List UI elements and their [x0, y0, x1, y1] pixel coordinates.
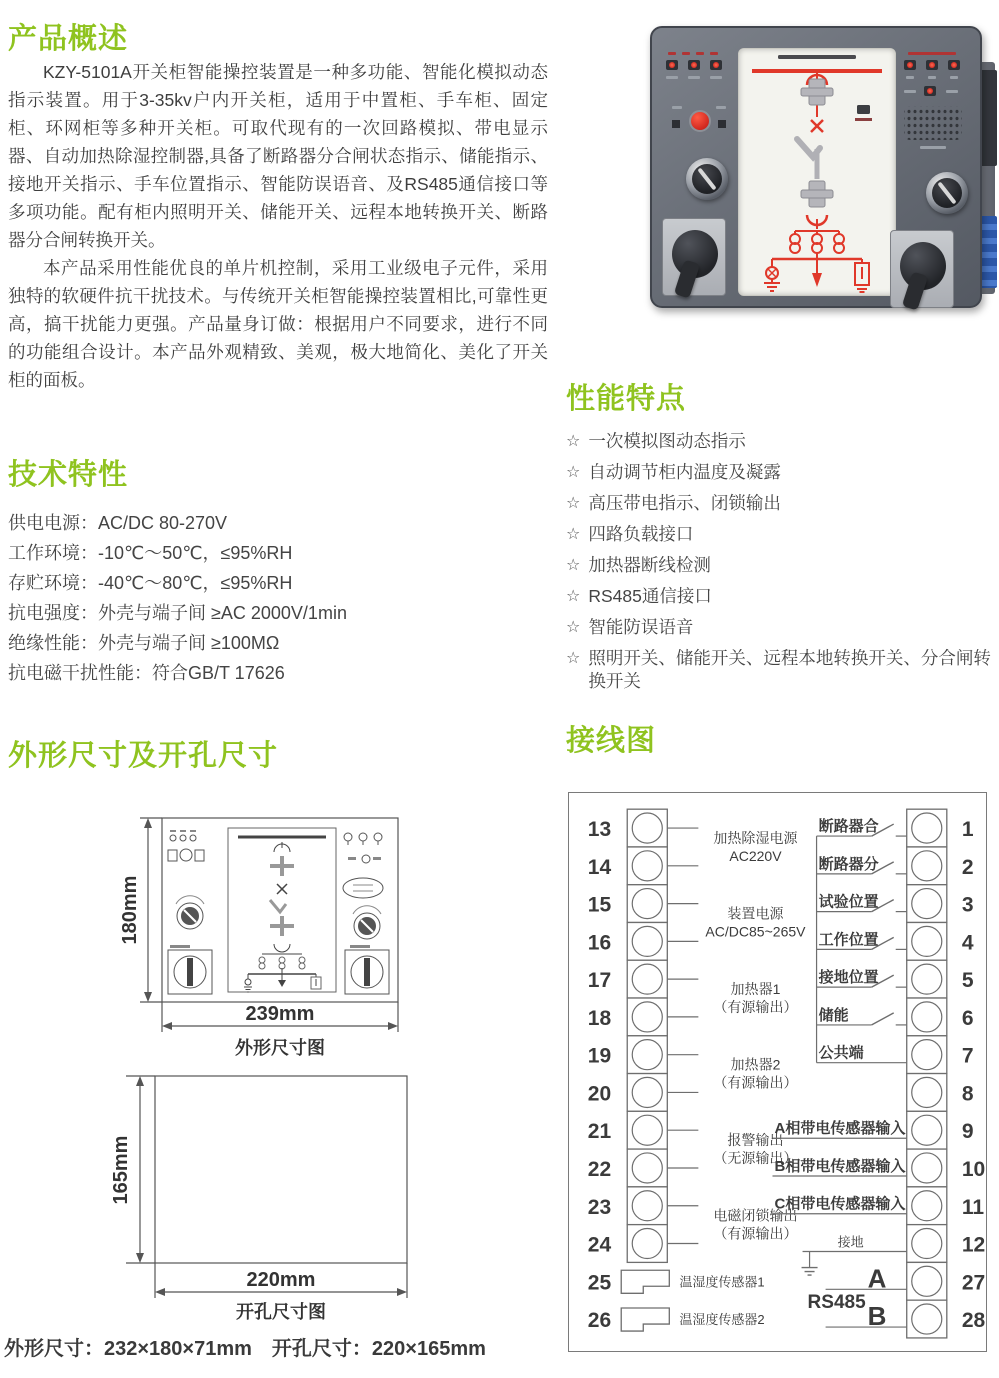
status-led [924, 86, 936, 96]
led-label-bar [668, 52, 676, 55]
features-heading: 性能特点 [566, 383, 687, 415]
tech-spec-item-4: 抗电强度：外壳与端子间 ≥AC 2000V/1min [8, 603, 347, 623]
wiring-heading: 接线图 [566, 725, 657, 757]
terminal-number-left: 19 [587, 1044, 612, 1068]
left-cam-switch [662, 218, 726, 296]
mimic-panel [738, 48, 896, 296]
outline-dimension-drawing [110, 804, 410, 1062]
feature-item-3 [566, 492, 998, 515]
sensor-input-label: C相带电传感器输入 [774, 1195, 906, 1213]
left-group-label: 装置电源 [727, 905, 784, 922]
terminal-number-right: 7 [961, 1044, 974, 1068]
feature-item-text: 一次模拟图动态指示 [588, 431, 746, 451]
sensor-label: 温湿度传感器2 [679, 1312, 765, 1328]
terminal-number-right: 5 [961, 969, 974, 993]
left-group-label: 加热除湿电源 [713, 829, 798, 846]
cutout-caption: 开孔尺寸图 [236, 1302, 326, 1322]
dimensions-heading: 外形尺寸及开孔尺寸 [8, 740, 279, 772]
terminal-number-right: 4 [961, 931, 974, 955]
terminal-cell [627, 885, 667, 923]
terminal-number-left: 15 [587, 893, 612, 917]
feature-item-1 [566, 430, 998, 453]
speaker-grille [904, 106, 962, 140]
terminal-number-left: 24 [587, 1233, 612, 1257]
terminal-cell [627, 1149, 667, 1187]
led-label-bar [950, 76, 958, 79]
terminal-cell [627, 847, 667, 885]
terminal-number-left: 20 [587, 1082, 612, 1106]
terminal-cell [907, 1225, 947, 1263]
star-bullet-icon: ☆ [566, 619, 581, 636]
tech-spec-item-6: 抗电磁干扰性能：符合GB/T 17626 [8, 663, 285, 683]
led-label-bar [928, 76, 936, 79]
right-signal-label: 断路器合 [818, 818, 879, 836]
wiring-diagram [569, 793, 985, 1350]
hv-led-a [904, 60, 916, 70]
ground-label: 接地 [837, 1234, 864, 1250]
hv-led-c [948, 60, 960, 70]
star-bullet-icon: ☆ [566, 495, 581, 512]
left-group-label: （有源输出） [713, 1225, 798, 1242]
star-bullet-icon: ☆ [566, 588, 581, 605]
terminal-cell [627, 1111, 667, 1149]
mimic-title-text [778, 55, 856, 59]
terminal-number-left: 16 [587, 931, 612, 955]
left-group-label: 报警输出 [727, 1132, 784, 1149]
rs485-label: RS485 [807, 1292, 866, 1314]
terminal-number-right: 2 [961, 855, 974, 879]
switch-blade-icon [872, 1013, 894, 1025]
star-bullet-icon: ☆ [566, 557, 581, 574]
feature-item-5 [566, 554, 998, 577]
outline-height-label: 180mm [119, 875, 141, 945]
terminal-cell [907, 1187, 947, 1225]
outline-caption: 外形尺寸图 [235, 1038, 325, 1058]
terminal-number-left: 22 [587, 1157, 612, 1181]
terminal-cell [907, 847, 947, 885]
tech-spec-item-3: 存贮环境：-40℃～80℃，≤95%RH [8, 573, 293, 593]
left-group-label: （有源输出） [713, 1074, 798, 1091]
terminal-cell [907, 922, 947, 960]
feature-item-8 [566, 647, 998, 693]
terminal-cell [907, 809, 947, 847]
led-label-bar [710, 52, 718, 55]
device-front-panel [650, 26, 982, 308]
terminal-number-right: 28 [961, 1309, 985, 1333]
terminal-number-right: 3 [961, 893, 974, 917]
right-signal-label: 储能 [818, 1006, 849, 1024]
terminal-number-right: 1 [961, 818, 974, 842]
live-display-label [855, 118, 872, 121]
led-label-bar [666, 76, 678, 79]
terminal-number-right: 10 [961, 1157, 985, 1181]
feature-item-2 [566, 461, 998, 484]
feature-item-text: RS485通信接口 [588, 586, 712, 606]
star-bullet-icon: ☆ [566, 650, 581, 667]
button-side-glyph [672, 120, 680, 128]
right-rotary-knob [926, 172, 968, 214]
live-display-icon [857, 105, 870, 114]
led-label-bar [946, 90, 958, 93]
status-led [710, 60, 722, 70]
feature-item-text: 加热器断线检测 [588, 555, 711, 575]
product-photo [650, 20, 997, 312]
terminal-number-right: 27 [961, 1271, 985, 1295]
right-cam-switch [890, 230, 954, 308]
led-label-bar [710, 76, 722, 79]
led-label-bar [906, 76, 914, 79]
hv-led-b [926, 60, 938, 70]
tech-spec-item-2: 工作环境：-10℃～50℃，≤95%RH [8, 543, 293, 563]
left-group-label: （有源输出） [713, 999, 798, 1016]
right-signal-label: 接地位置 [818, 969, 879, 987]
button-label-bar [672, 106, 682, 109]
terminal-number-right: 8 [961, 1082, 974, 1106]
terminal-cell [627, 1074, 667, 1112]
terminal-number-left: 25 [587, 1271, 612, 1295]
tech-spec-list [8, 508, 347, 688]
overview-paragraph-2: 本产品采用性能优良的单片机控制，采用工业级电子元件，采用独特的软硬件抗干扰技术。与传统开关柜智能操控装置相比,可靠性更高，搞干扰能力更强。产品量身订做：根据用户不同要求，进行不同的功能组合设计。本产品外观精致、美观，极大地简化、美化了开关柜的面板。 [8, 258, 548, 390]
tech-spec-item-5: 绝缘性能：外壳与端子间 ≥100MΩ [8, 633, 280, 653]
right-signal-label: 试验位置 [818, 893, 879, 911]
overview-paragraph-1: KZY-5101A开关柜智能操控装置是一种多功能、智能化模拟动态指示装置。用于3-35kv户内开关柜，适用于中置柜、手车柜、固定柜、环网柜等多种开关柜。可取代现有的一次回路模拟、带电显示器、自动加热除湿控制器,具备了断路器分合闸状态指示、储能指示、接地开关指示、手车位置指示、智能防误语音、及RS485通信接口等多项功能。配有柜内照明开关、储能开关、远程本地转换开关、断路器分合闸转换开关。 [8, 62, 548, 250]
terminal-cell [907, 998, 947, 1036]
speaker-label-bar [920, 146, 946, 149]
hv-display-header-bar [908, 52, 956, 55]
left-group-label: AC220V [729, 847, 782, 864]
overview-body [8, 58, 548, 394]
left-group-label: 电磁闭锁输出 [713, 1207, 798, 1224]
outline-width-label: 239mm [245, 1003, 315, 1025]
terminal-number-left: 18 [587, 1006, 612, 1030]
terminal-cell [627, 960, 667, 998]
terminal-number-right: 9 [961, 1120, 974, 1144]
cutout-dimension-drawing [110, 1066, 420, 1326]
terminal-cell [907, 1149, 947, 1187]
star-bullet-icon: ☆ [566, 526, 581, 543]
terminal-cell [907, 885, 947, 923]
button-side-glyph [718, 120, 726, 128]
feature-item-text: 自动调节柜内温度及凝露 [588, 462, 781, 482]
sensor-connector [621, 1270, 669, 1293]
left-group-label: （无源输出） [713, 1150, 798, 1167]
terminal-cell [627, 998, 667, 1036]
feature-item-text: 高压带电指示、闭锁输出 [588, 493, 781, 513]
terminal-cell [907, 1111, 947, 1149]
feature-item-4 [566, 523, 998, 546]
button-label-bar [716, 106, 726, 109]
left-group-label: 加热器2 [730, 1056, 781, 1073]
feature-list [566, 430, 998, 701]
terminal-number-right: 11 [961, 1195, 985, 1219]
sensor-input-label: A相带电传感器输入 [774, 1120, 906, 1138]
feature-item-text: 照明开关、储能开关、远程本地转换开关、分合闸转换开关 [588, 648, 991, 691]
cutout-dimension-figure [110, 1066, 420, 1326]
star-bullet-icon: ☆ [566, 464, 581, 481]
terminal-cell [907, 1074, 947, 1112]
led-label-bar [696, 52, 704, 55]
feature-item-text: 四路负载接口 [588, 524, 694, 544]
terminal-number-left: 21 [587, 1120, 612, 1144]
feature-item-text: 智能防误语音 [588, 617, 694, 637]
terminal-number-left: 26 [587, 1309, 612, 1333]
terminal-cell [907, 1262, 947, 1300]
terminal-number-left: 14 [587, 855, 612, 879]
terminal-number-left: 13 [587, 818, 612, 842]
outline-dimension-figure [110, 804, 410, 1062]
terminal-number-left: 17 [587, 969, 612, 993]
tech-heading: 技术特性 [8, 459, 129, 491]
right-signal-label: 工作位置 [818, 931, 879, 949]
rs485-wire-label: B [867, 1301, 887, 1332]
status-led [688, 60, 700, 70]
dimension-summary: 外形尺寸：232×180×71mm 开孔尺寸：220×165mm [4, 1338, 486, 1360]
led-label-bar [682, 52, 690, 55]
tech-spec-item-1: 供电电源：AC/DC 80-270V [8, 513, 228, 533]
terminal-number-right: 12 [961, 1233, 985, 1257]
left-rotary-knob [686, 158, 728, 200]
terminal-number-right: 6 [961, 1006, 974, 1030]
led-label-bar [688, 76, 700, 79]
sensor-label: 温湿度传感器1 [679, 1274, 765, 1290]
sensor-input-label: B相带电传感器输入 [774, 1157, 906, 1175]
terminal-cell [907, 1036, 947, 1074]
feature-item-7 [566, 616, 998, 639]
overview-heading: 产品概述 [8, 23, 129, 55]
terminal-cell [627, 809, 667, 847]
terminal-cell [907, 960, 947, 998]
cutout-width-label: 220mm [246, 1269, 316, 1291]
status-led [666, 60, 678, 70]
right-signal-label: 断路器分 [818, 855, 879, 873]
left-group-label: AC/DC85~265V [705, 923, 806, 940]
terminal-number-left: 23 [587, 1195, 612, 1219]
feature-item-6 [566, 585, 998, 608]
mimic-arrow [812, 273, 822, 287]
common-terminal-label: 公共端 [818, 1044, 864, 1062]
wiring-diagram-box [568, 792, 987, 1352]
terminal-cell [627, 922, 667, 960]
terminal-cell [627, 1225, 667, 1263]
cutout-height-label: 165mm [110, 1135, 132, 1205]
sensor-connector [621, 1308, 669, 1331]
terminal-cell [627, 1187, 667, 1225]
rs485-wire-label: A [867, 1263, 887, 1294]
star-bullet-icon: ☆ [566, 433, 581, 450]
terminal-cell [907, 1300, 947, 1338]
left-group-label: 加热器1 [730, 981, 781, 998]
mimic-diagram [739, 49, 895, 295]
terminal-cell [627, 1036, 667, 1074]
led-label-bar [904, 90, 916, 93]
panel-red-button [689, 110, 711, 132]
